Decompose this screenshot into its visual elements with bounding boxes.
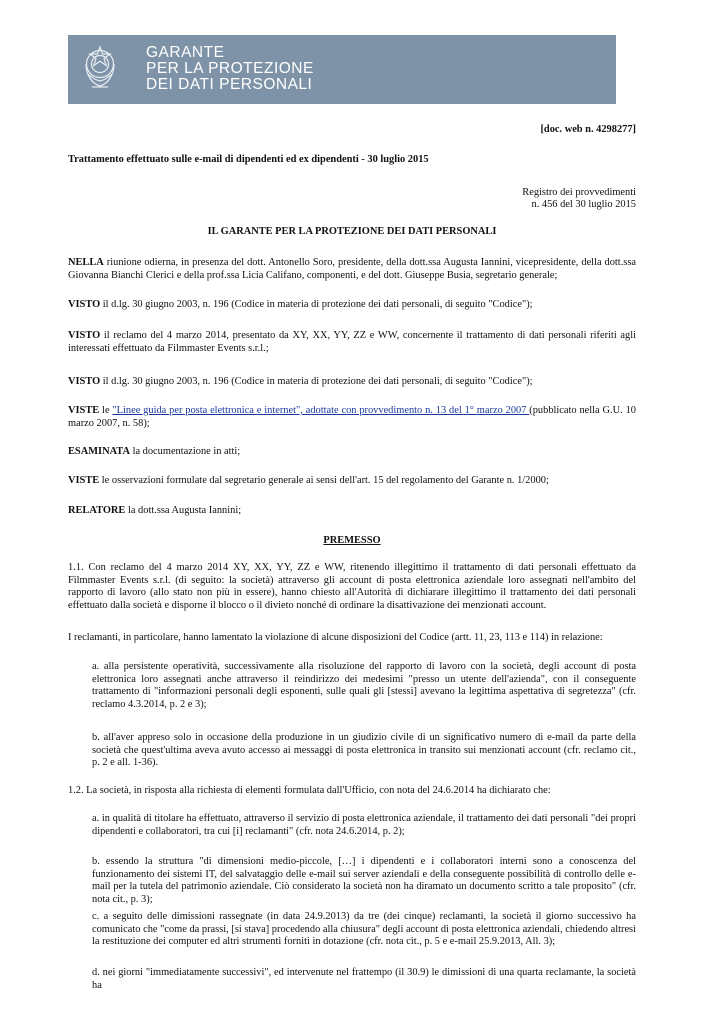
paragraph-1-2: 1.2. La società, in risposta alla richiesta di elementi formulata dall'Ufficio, con nota del 24.6.2014 ha dichiarato che: [68, 785, 551, 796]
keyword: NELLA [68, 257, 104, 268]
list-item-a-2: a. in qualità di titolare ha effettuato, attraverso il servizio di posta elettronica aziendale, il trattamento dei dati personali "dei propri dipendenti e collaboratori, tra cui [i] reclamanti" (cfr. nota 24.6.2014, p. 2); [92, 813, 636, 837]
italian-republic-emblem-icon [80, 44, 120, 90]
keyword: RELATORE [68, 505, 126, 516]
keyword: VISTO [68, 299, 101, 310]
preamble-visto-codice-2 [68, 376, 636, 389]
list-item-b-2: b. essendo la struttura "di dimensioni medio-piccole, […] i dipendenti e i collaboratori interni sono a conoscenza del funzionamento dei sistemi IT, del salvataggio delle e-mail sui server aziendali e della conseguente possibilità di controllo delle e-mail per la tutela del patrimonio aziendale. Ciò considerato la società non ha diramato un documento scritto a tale proposito" (cfr. nota cit., p. 3); [92, 856, 636, 905]
list-item-b: b. all'aver appreso solo in occasione della produzione in un giudizio civile di un significativo numero di e-mail da parte della società che quest'ultima aveva avuto accesso ai messaggi di posta elettronica in transito sui menzionati account (cfr. reclamo cit., p. 2 e all. 1-36). [92, 732, 636, 769]
guidelines-link[interactable]: "Linee guida per posta elettronica e internet", adottate con provvedimento n. 13 del 1° marzo 2007 [112, 405, 530, 416]
brand-line-2: PER LA PROTEZIONE [146, 59, 314, 77]
keyword: ESAMINATA [68, 446, 130, 457]
preamble-text: il d.lg. 30 giugno 2003, n. 196 (Codice in materia di protezione dei dati personali, di seguito "Codice"); [100, 376, 533, 387]
doc-reference: [doc. web n. 4298277] [540, 124, 636, 135]
brand-line-1: GARANTE [146, 44, 225, 61]
keyword: VISTE [68, 475, 100, 486]
document-subject: Trattamento effettuato sulle e-mail di dipendenti ed ex dipendenti - 30 luglio 2015 [68, 154, 429, 165]
registry-line-1: Registro dei provvedimenti [522, 187, 636, 198]
preamble-esaminata [68, 446, 636, 459]
preamble-visto-codice [68, 299, 636, 312]
preamble-text: la dott.ssa Augusta Iannini; [125, 505, 242, 516]
list-item-d: d. nei giorni "immediatamente successivi", ed intervenute nel frattempo (il 30.9) le dimissioni di una quarta reclamante, la società ha [92, 967, 636, 991]
preamble-text: le [99, 405, 113, 416]
keyword: VISTO [68, 330, 101, 341]
preamble-relatore [68, 505, 636, 518]
paragraph-reclamanti: I reclamanti, in particolare, hanno lamentato la violazione di alcune disposizioni del Codice (artt. 11, 23, 113 e 114) in relazione: [68, 632, 603, 643]
preamble-nella [68, 257, 636, 282]
preamble-text: la documentazione in atti; [129, 446, 241, 457]
list-item-a: a. alla persistente operatività, successivamente alla risoluzione del rapporto di lavoro con la società, degli account di posta elettronica loro assegnati anche attraverso il reindirizzo dei medesimi "presso un utente dell'azienda", con il conseguente trattamento di "informazioni personali degli esponenti, sulle quali gli [stessi] avevano la legittima aspettativa di segretezza" (cfr. reclamo 4.3.2014, p. 2 e 3); [92, 661, 636, 710]
preamble-text: le osservazioni formulate dal segretario generale ai sensi dell'art. 15 del regolamento del Garante n. 1/2000; [99, 475, 549, 486]
page-title: IL GARANTE PER LA PROTEZIONE DEI DATI PERSONALI [207, 226, 497, 237]
brand-name [146, 45, 314, 92]
preamble-text: riunione odierna, in presenza del dott. Antonello Soro, presidente, della dott.ssa Augusta Iannini, vicepresidente, della dott.ssa Giovanna Bianchi Clerici e della prof.ssa Licia Califano, componenti, e del dott. Giuseppe Busia, segretario generale; [68, 257, 636, 281]
brand-line-3: DEI DATI PERSONALI [146, 75, 313, 93]
preamble-viste-linee-guida [68, 405, 636, 430]
keyword: VISTO [68, 376, 101, 387]
preamble-text: il reclamo del 4 marzo 2014, presentato da XY, XX, YY, ZZ e WW, concernente il trattamento di dati personali riferiti agli interessati effettuato da Filmmaster Events s.r.l.; [68, 330, 636, 354]
keyword: VISTE [68, 405, 100, 416]
paragraph-1-1: 1.1. Con reclamo del 4 marzo 2014 XY, XX, YY, ZZ e WW, ritenendo illegittimo il trattamento di dati personali effettuato da Filmmaster Events s.r.l. (di seguito: la società) attraverso gli account di posta elettronica aziendale loro assegnati nell'ambito del rapporto di lavoro (allo stato non più in essere), hanno chiesto all'Autorità di dichiarare illegittimo il trattamento dei dati personali effettuato dalla società e disporne il blocco o il divieto nonché di ordinare la disattivazione dei menzionati account. [68, 562, 636, 611]
registry-line-2: n. 456 del 30 luglio 2015 [531, 199, 636, 210]
preamble-text: il d.lg. 30 giugno 2003, n. 196 (Codice in materia di protezione dei dati personali, di seguito "Codice"); [100, 299, 533, 310]
list-item-c: c. a seguito delle dimissioni rassegnate (in data 24.9.2013) da tre (dei cinque) reclamanti, la società il giorno successivo ha comunicato che "come da prassi, [si stava] procedendo alla chiusura" degli account di posta elettronica aziendali, chiedendo altresì la restituzione dei computer ed altri strumenti forniti in dotazione (cfr. nota cit., p. 5 e e-mail 25.9.2013, All. 3); [92, 911, 636, 948]
preamble-visto-reclamo [68, 330, 636, 355]
preamble-text: (pubblicato nella G.U. 10 marzo 2007, n. 58); [68, 405, 636, 429]
section-title: PREMESSO [323, 535, 381, 546]
preamble-viste-osservazioni [68, 475, 636, 488]
